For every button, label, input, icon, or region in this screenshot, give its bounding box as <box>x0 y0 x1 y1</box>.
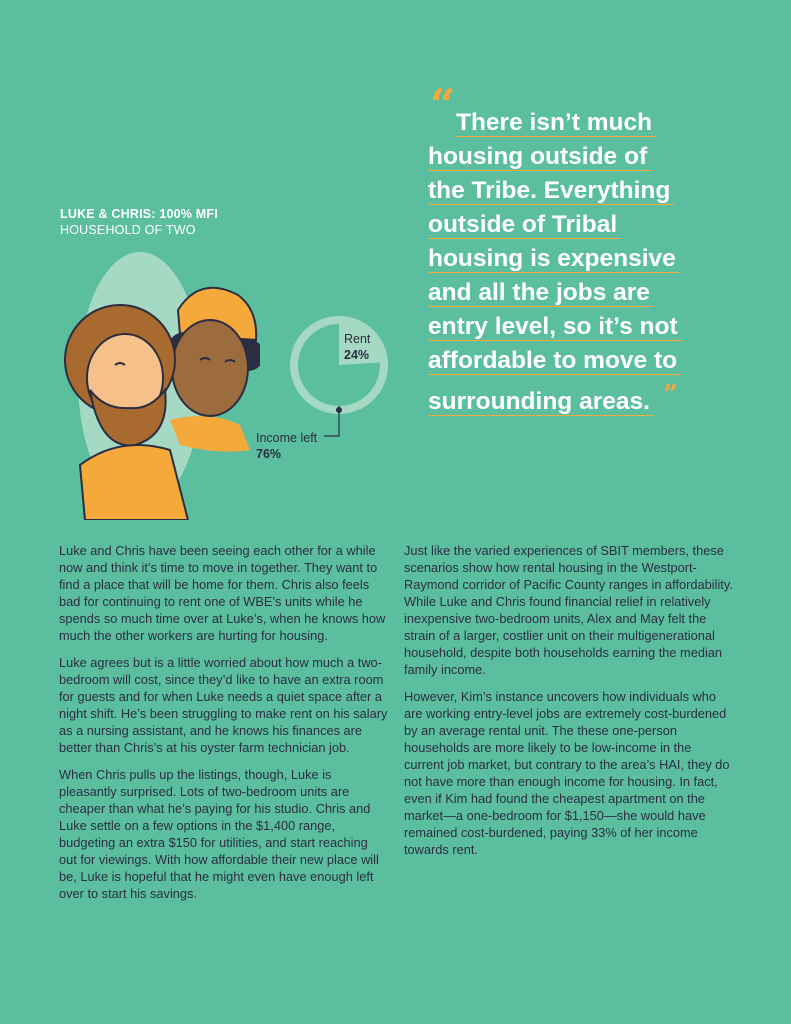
household-title: LUKE & CHRIS: 100% MFI <box>60 207 218 221</box>
body-paragraph: Luke agrees but is a little worried about how much a two-bedroom will cost, since they’d like to have an extra room for guests and for when Luke needs a quiet space after a night shift. He’s been struggling to make rent on his salary as a nursing assistant, and he knows his finances are better than Chris’s at his oyster farm technician job. <box>59 655 388 755</box>
quote-line: affordable to move to <box>428 347 681 375</box>
body-paragraph: However, Kim’s instance uncovers how individuals who are working entry-level jobs are extremely cost-burdened by an average rental unit. The these one-person households are more likely to be low-income in the current job market, but contrary to the area’s HAI, they do not have more than enough income for housing. In fact, even if Kim had found the cheapest apartment on the market—a one-bedroom for $1,150—she would have remained cost-burdened, paying 33% of her income towards rent. <box>404 689 730 857</box>
rent-value: 24% <box>344 348 370 362</box>
body-column-right <box>404 542 734 868</box>
body-paragraph: Luke and Chris have been seeing each other for a while now and think it’s time to move in together. They want to find a place that will be home for them. Chris also feels bad for continuing to rent one of WBE’s units while he spends so much time over at Luke’s, when he knows how much the other workers are hurting for housing. <box>59 543 386 643</box>
rent-donut-chart <box>288 314 390 416</box>
rent-label-text: Rent <box>344 332 371 346</box>
income-left-value: 76% <box>256 447 282 461</box>
body-paragraph: Just like the varied experiences of SBIT members, these scenarios show how rental housing in the Westport-Raymond corridor of Pacific County ranges in affordability. While Luke and Chris found financial relief in relatively inexpensive two-bedroom units, Alex and May felt the strain of a larger, costlier unit on their multigenerational household, despite both households earning the median family income. <box>404 543 733 677</box>
income-left-label <box>256 430 317 462</box>
quote-line: the Tribe. Everything <box>428 177 674 205</box>
quote-line: outside of Tribal <box>428 211 621 239</box>
quote-line: housing outside of <box>428 143 651 171</box>
rent-label <box>344 331 370 363</box>
household-heading <box>60 206 218 238</box>
open-quote-mark: “ <box>430 80 456 131</box>
body-paragraph: When Chris pulls up the listings, though, Luke is pleasantly surprised. Lots of two-bedroom units are cheaper than what he’s paying for his studio. Chris and Luke settle on a few options in the $1,400 range, budgeting an extra $150 for utilities, and start reaching out for viewings. With how affordable their new place will be, Luke is hopeful that he might even have enough left over to start his savings. <box>59 767 379 901</box>
body-column-left <box>59 542 389 912</box>
couple-illustration <box>60 250 260 520</box>
income-left-text: Income left <box>256 431 318 445</box>
household-subtitle: HOUSEHOLD OF TWO <box>60 223 196 237</box>
close-quote-mark: ” <box>653 380 678 410</box>
quote-line: and all the jobs are <box>428 279 654 307</box>
income-leader-line <box>320 404 344 440</box>
quote-line: housing is expensive <box>428 245 680 273</box>
quote-line: entry level, so it’s not <box>428 313 682 341</box>
quote-line: surrounding areas. <box>428 388 654 416</box>
pull-quote <box>428 106 748 419</box>
quote-line: There isn’t much <box>456 109 656 137</box>
